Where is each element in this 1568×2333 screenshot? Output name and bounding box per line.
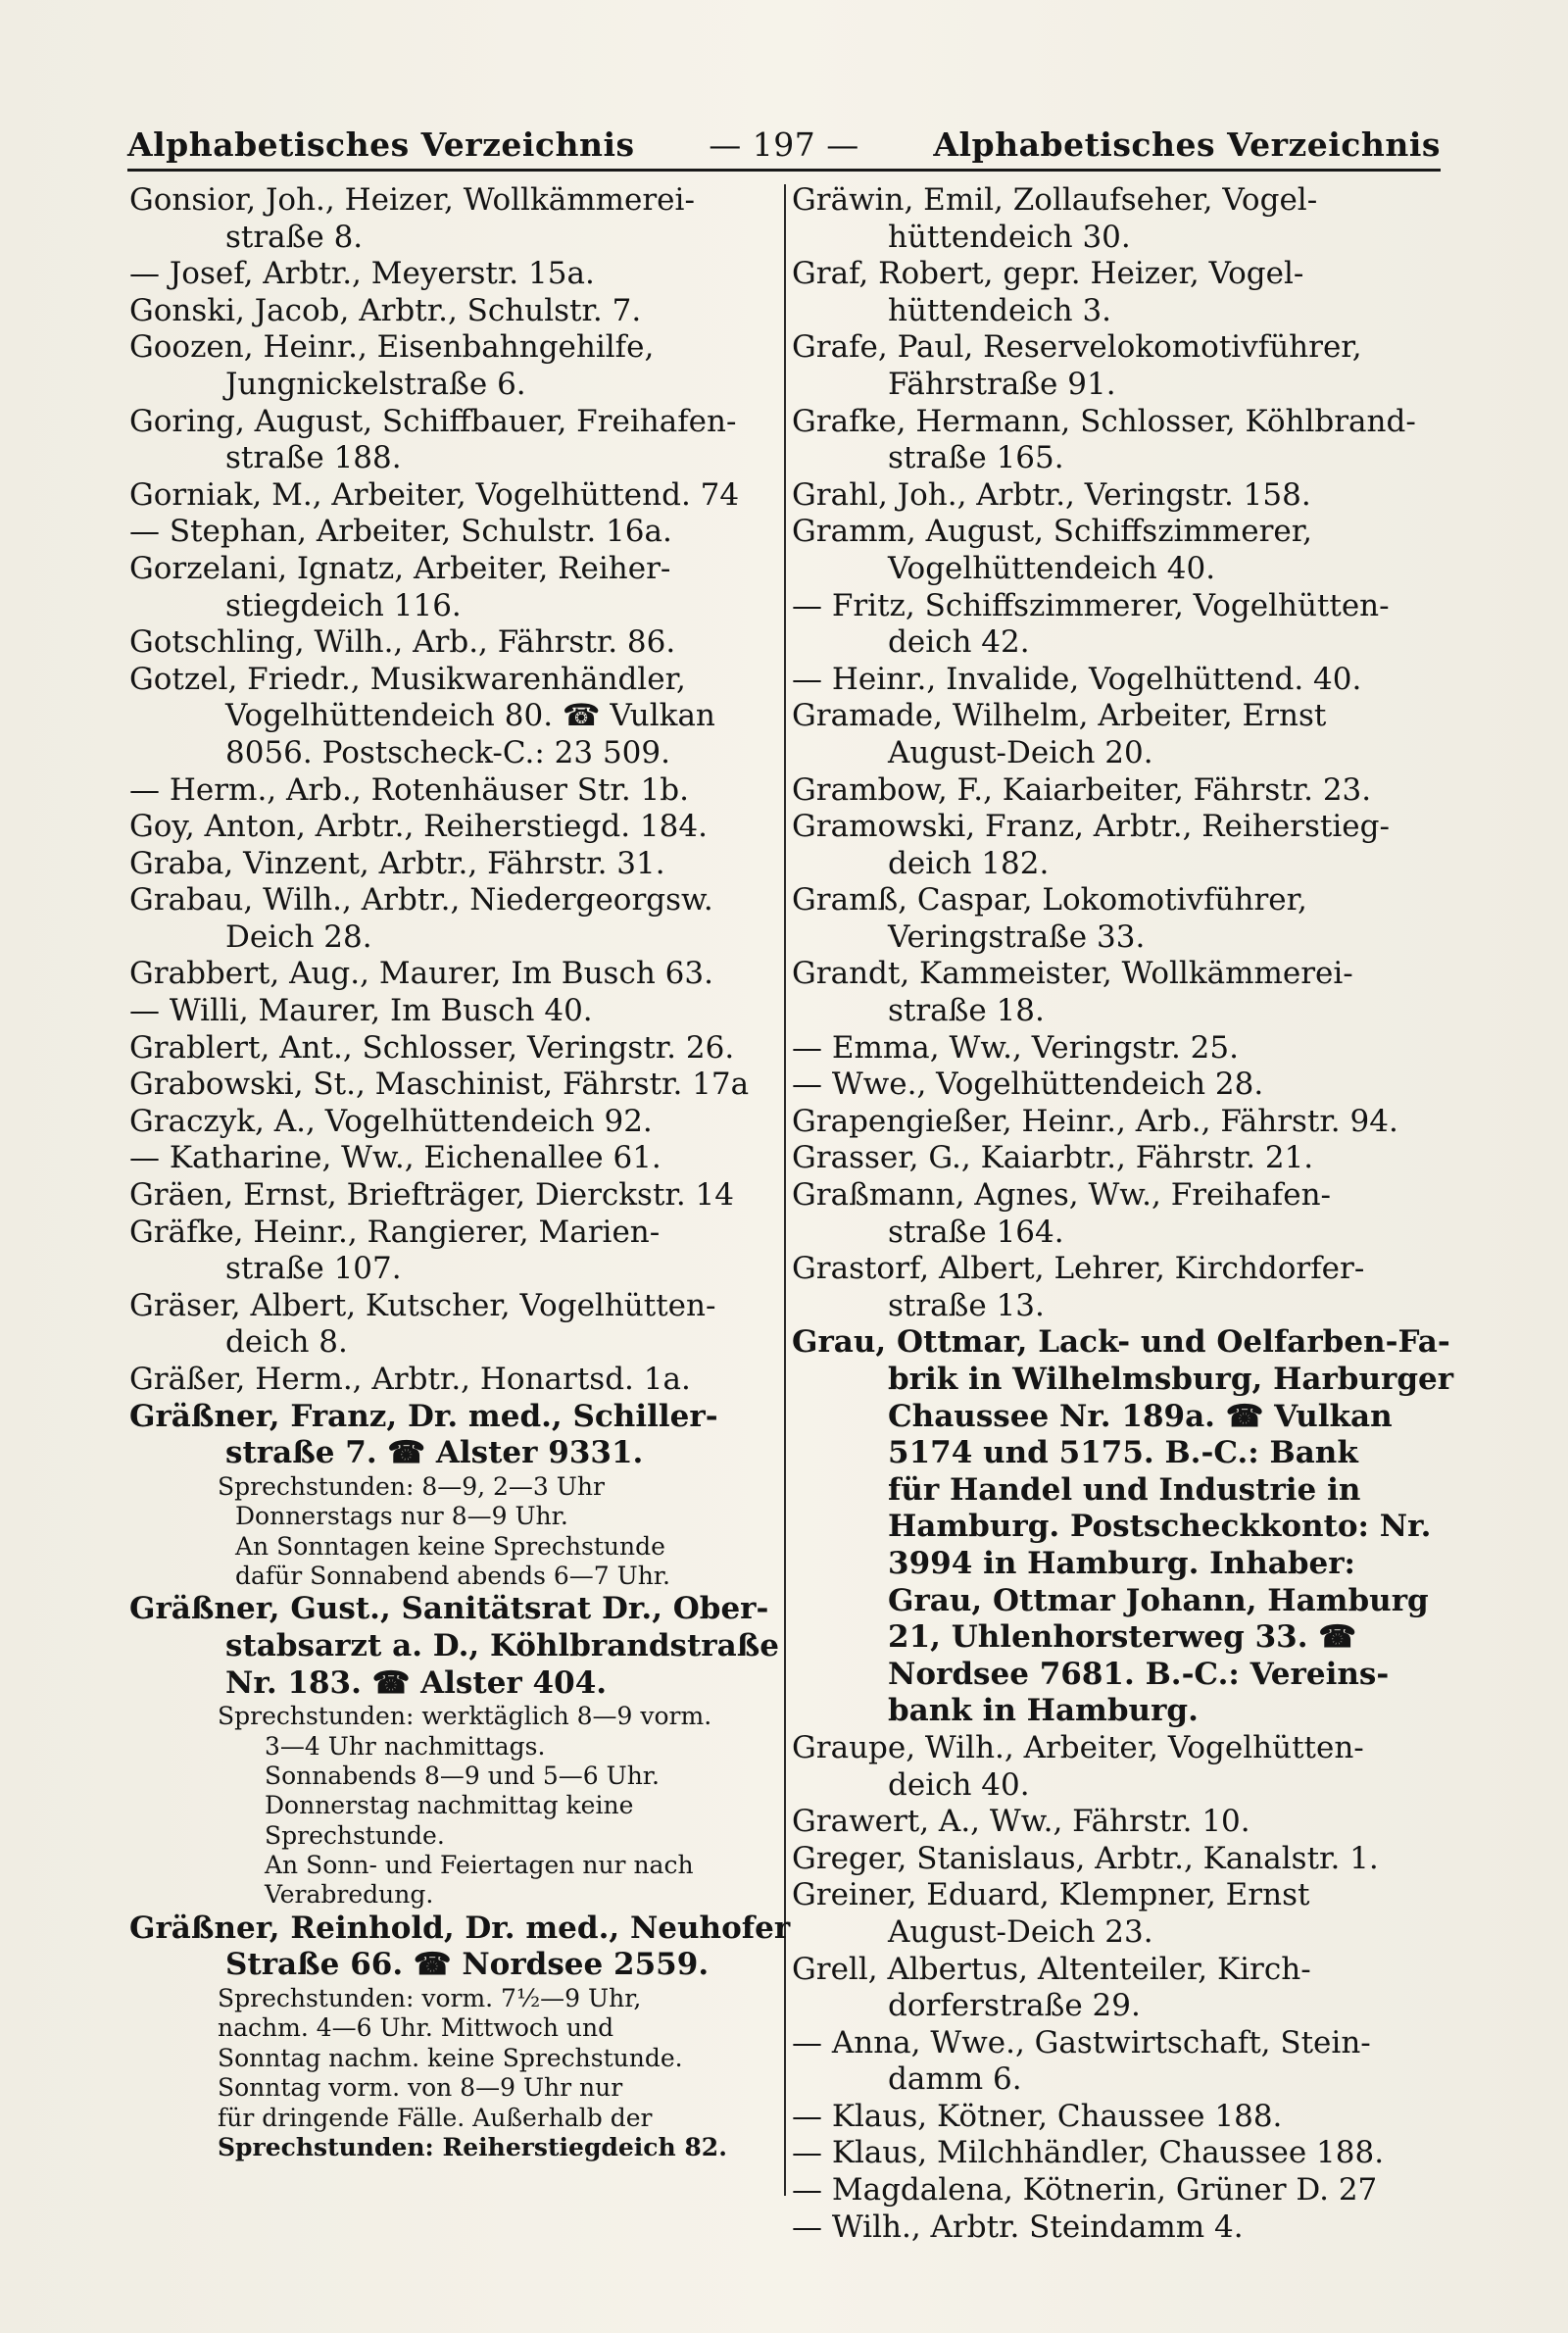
- office-hours-note: [129, 1472, 757, 1592]
- entry-line: Grafe, Paul, Reservelokomotivführer,: [792, 329, 1362, 366]
- entry-line: Gramowski, Franz, Arbtr., Reiherstieg-: [792, 809, 1390, 845]
- note-line: Sonnabends 8—9 und 5—6 Uhr.: [265, 1761, 660, 1790]
- directory-entry: [129, 956, 757, 993]
- directory-entry: [129, 1140, 757, 1177]
- directory-entry: [792, 809, 1419, 882]
- directory-entry: [792, 1730, 1419, 1804]
- entry-line: Graba, Vinzent, Arbtr., Fährstr. 31.: [129, 845, 665, 881]
- office-hours-note: [129, 1984, 757, 2162]
- note-line: Verabredung.: [265, 1880, 434, 1910]
- entry-line: — Fritz, Schiffszimmerer, Vogelhütten-: [792, 587, 1390, 623]
- entry-continuation: Grau, Ottmar Johann, Hamburg: [888, 1582, 1429, 1618]
- entry-continuation: Straße 66. ☎ Nordsee 2559.: [225, 1947, 710, 1983]
- header-rule: [127, 169, 1441, 172]
- directory-entry: [792, 1804, 1419, 1841]
- directory-entry: [792, 514, 1419, 587]
- left-column: [129, 182, 791, 2162]
- directory-entry: [792, 1030, 1419, 1067]
- note-line: Donnerstags nur 8—9 Uhr.: [235, 1502, 568, 1531]
- entry-line: Grabau, Wilh., Arbtr., Niedergeorgsw.: [129, 882, 713, 918]
- note-line: Sprechstunden: werktäglich 8—9 vorm.: [218, 1702, 712, 1731]
- directory-entry: [129, 293, 757, 330]
- header-right-title: Alphabetisches Verzeichnis: [933, 125, 1441, 164]
- directory-entry: [792, 2099, 1419, 2136]
- entry-line: Gramade, Wilhelm, Arbeiter, Ernst: [792, 698, 1327, 734]
- entry-continuation: straße 188.: [225, 440, 402, 476]
- directory-entry: [792, 329, 1419, 403]
- directory-entry: [129, 882, 757, 956]
- entry-line: Grafke, Hermann, Schlosser, Köhlbrand-: [792, 403, 1416, 439]
- entry-continuation: Deich 28.: [225, 918, 372, 955]
- note-line: An Sonn- und Feiertagen nur nach: [265, 1851, 694, 1880]
- entry-line: Greiner, Eduard, Klempner, Ernst: [792, 1877, 1310, 1913]
- note-line: dafür Sonnabend abends 6—7 Uhr.: [235, 1561, 670, 1590]
- directory-entry: [129, 1399, 757, 1472]
- note-line: Sprechstunde.: [265, 1820, 445, 1850]
- entry-continuation: Chaussee Nr. 189a. ☎ Vulkan: [888, 1398, 1393, 1434]
- directory-entry: [792, 1251, 1419, 1324]
- entry-continuation: straße 165.: [888, 440, 1064, 476]
- entry-line: — Anna, Wwe., Gastwirtschaft, Stein-: [792, 2024, 1371, 2060]
- entry-line: Grastorf, Albert, Lehrer, Kirchdorfer-: [792, 1251, 1365, 1287]
- entry-line: Gonsior, Joh., Heizer, Wollkämmerei-: [129, 182, 695, 218]
- directory-entry: [792, 1140, 1419, 1177]
- entry-line: — Klaus, Kötner, Chaussee 188.: [792, 2098, 1283, 2134]
- directory-entry: [129, 256, 757, 293]
- entry-continuation: deich 8.: [225, 1324, 348, 1361]
- directory-entry: [792, 1877, 1419, 1951]
- entry-line: Greger, Stanislaus, Arbtr., Kanalstr. 1.: [792, 1840, 1379, 1876]
- entry-line: Gräßner, Reinhold, Dr. med., Neuhofer: [129, 1910, 791, 1946]
- directory-entry: [792, 2209, 1419, 2247]
- directory-entry: [129, 1030, 757, 1067]
- entry-line: — Heinr., Invalide, Vogelhüttend. 40.: [792, 661, 1362, 697]
- directory-entry: [129, 1104, 757, 1141]
- directory-entry: [129, 551, 757, 624]
- directory-entry: [129, 404, 757, 477]
- entry-line: — Wwe., Vogelhüttendeich 28.: [792, 1067, 1264, 1103]
- entry-continuation: 21, Uhlenhorsterweg 33. ☎: [888, 1619, 1356, 1656]
- note-line: Sonntag vorm. von 8—9 Uhr nur: [218, 2073, 623, 2103]
- directory-entry: [129, 514, 757, 551]
- entry-continuation: Nr. 183. ☎ Alster 404.: [225, 1664, 608, 1701]
- entry-line: Grabowski, St., Maschinist, Fährstr. 17a: [129, 1067, 750, 1103]
- directory-entry: [792, 956, 1419, 1029]
- entry-continuation: 3994 in Hamburg. Inhaber:: [888, 1545, 1356, 1581]
- directory-entry: [129, 993, 757, 1030]
- entry-line: — Emma, Ww., Veringstr. 25.: [792, 1029, 1239, 1066]
- entry-line: Graupe, Wilh., Arbeiter, Vogelhütten-: [792, 1729, 1364, 1765]
- entry-line: — Katharine, Ww., Eichenallee 61.: [129, 1140, 662, 1176]
- entry-line: Goy, Anton, Arbtr., Reiherstiegd. 184.: [129, 809, 708, 845]
- directory-entry: [792, 1324, 1454, 1730]
- directory-entry: [129, 1288, 757, 1362]
- entry-continuation: dorferstraße 29.: [888, 1988, 1141, 2024]
- directory-entry: [792, 698, 1419, 771]
- entry-line: Gräser, Albert, Kutscher, Vogelhütten-: [129, 1287, 716, 1323]
- entry-line: — Herm., Arb., Rotenhäuser Str. 1b.: [129, 771, 689, 808]
- directory-entry: [792, 404, 1419, 477]
- directory-entry: [792, 588, 1419, 662]
- entry-line: Gräßer, Herm., Arbtr., Honartsd. 1a.: [129, 1362, 691, 1397]
- entry-line: — Josef, Arbtr., Meyerstr. 15a.: [129, 256, 595, 292]
- entry-line: Grambow, F., Kaiarbeiter, Fährstr. 23.: [792, 771, 1372, 808]
- entry-continuation: 8056. Postscheck-C.: 23 509.: [225, 734, 670, 770]
- note-line: Sonntag nachm. keine Sprechstunde.: [218, 2043, 683, 2072]
- entry-continuation: Vogelhüttendeich 40.: [888, 550, 1216, 586]
- directory-entry: [792, 1067, 1419, 1104]
- directory-entry: [129, 662, 757, 772]
- entry-line: Grablert, Ant., Schlosser, Veringstr. 26.: [129, 1029, 735, 1066]
- entry-line: Grabbert, Aug., Maurer, Im Busch 63.: [129, 956, 713, 992]
- directory-entry: [129, 809, 757, 846]
- entry-continuation: August-Deich 20.: [888, 734, 1153, 770]
- note-line: für dringende Fälle. Außerhalb der: [218, 2103, 653, 2132]
- entry-continuation: Fährstraße 91.: [888, 366, 1116, 402]
- entry-line: Gotschling, Wilh., Arb., Fährstr. 86.: [129, 624, 676, 661]
- directory-entry: [792, 772, 1419, 810]
- entry-line: Grau, Ottmar, Lack- und Oelfarben-Fa-: [792, 1324, 1450, 1361]
- entry-line: — Stephan, Arbeiter, Schulstr. 16a.: [129, 514, 672, 550]
- entry-continuation: straße 107.: [225, 1251, 402, 1287]
- directory-entry: [792, 2172, 1419, 2209]
- entry-continuation: für Handel und Industrie in: [888, 1471, 1361, 1508]
- entry-continuation: bank in Hamburg.: [888, 1693, 1199, 1729]
- entry-continuation: straße 13.: [888, 1287, 1045, 1323]
- entry-line: Gräen, Ernst, Briefträger, Dierckstr. 14: [129, 1177, 734, 1214]
- entry-continuation: straße 164.: [888, 1214, 1064, 1250]
- note-line: nachm. 4—6 Uhr. Mittwoch und: [218, 2013, 614, 2043]
- directory-entry: [792, 256, 1419, 329]
- entry-continuation: Veringstraße 33.: [888, 918, 1146, 955]
- entry-continuation: deich 40.: [888, 1766, 1030, 1803]
- directory-entry: [129, 1362, 757, 1399]
- running-header: [127, 125, 1441, 169]
- entry-line: Goozen, Heinr., Eisenbahngehilfe,: [129, 329, 655, 366]
- entry-line: Graßmann, Agnes, Ww., Freihafen-: [792, 1177, 1332, 1214]
- entry-line: Gramm, August, Schiffszimmerer,: [792, 514, 1313, 550]
- directory-entry: [129, 477, 757, 515]
- note-line: Donnerstag nachmittag keine: [265, 1791, 634, 1820]
- header-left-title: Alphabetisches Verzeichnis: [127, 125, 635, 164]
- entry-line: Goring, August, Schiffbauer, Freihafen-: [129, 403, 737, 439]
- entry-continuation: Hamburg. Postscheckkonto: Nr.: [888, 1509, 1432, 1545]
- directory-entry: [129, 329, 757, 403]
- entry-continuation: straße 7. ☎ Alster 9331.: [225, 1435, 644, 1471]
- note-line: Sprechstunden: Reiherstiegdeich 82.: [218, 2133, 727, 2161]
- entry-continuation: stiegdeich 116.: [225, 587, 462, 623]
- entry-line: Grawert, A., Ww., Fährstr. 10.: [792, 1804, 1250, 1840]
- directory-entry: [792, 182, 1419, 256]
- directory-entry: [129, 1177, 757, 1215]
- entry-line: Grandt, Kammeister, Wollkämmerei-: [792, 956, 1353, 992]
- directory-entry: [129, 1067, 757, 1104]
- directory-entry: [792, 1841, 1419, 1878]
- note-line: An Sonntagen keine Sprechstunde: [235, 1531, 665, 1561]
- page-number: — 197 —: [709, 125, 859, 164]
- entry-line: Gotzel, Friedr., Musikwarenhändler,: [129, 661, 686, 697]
- directory-entry: [792, 882, 1419, 956]
- entry-continuation: Jungnickelstraße 6.: [225, 366, 526, 402]
- entry-line: Grapengießer, Heinr., Arb., Fährstr. 94.: [792, 1103, 1398, 1139]
- entry-line: — Klaus, Milchhändler, Chaussee 188.: [792, 2135, 1385, 2171]
- entry-line: Graf, Robert, gepr. Heizer, Vogel-: [792, 256, 1304, 292]
- entry-line: Graczyk, A., Vogelhüttendeich 92.: [129, 1103, 653, 1139]
- directory-entry: [792, 477, 1419, 515]
- entry-continuation: straße 18.: [888, 993, 1045, 1029]
- directory-entry: [792, 2135, 1419, 2172]
- directory-entry: [792, 1104, 1419, 1141]
- note-line: 3—4 Uhr nachmittags.: [265, 1731, 546, 1761]
- entry-continuation: August-Deich 23.: [888, 1913, 1153, 1950]
- right-column: [792, 182, 1454, 2246]
- directory-entry: [129, 772, 757, 810]
- entry-continuation: Nordsee 7681. B.-C.: Vereins-: [888, 1656, 1390, 1692]
- entry-continuation: deich 42.: [888, 624, 1030, 661]
- directory-entry: [129, 624, 757, 662]
- entry-continuation: brik in Wilhelmsburg, Harburger: [888, 1362, 1454, 1397]
- entry-continuation: hüttendeich 3.: [888, 292, 1112, 328]
- entry-line: Gonski, Jacob, Arbtr., Schulstr. 7.: [129, 292, 642, 328]
- directory-entry: [792, 1177, 1419, 1251]
- entry-line: Gramß, Caspar, Lokomotivführer,: [792, 882, 1307, 918]
- entry-line: — Wilh., Arbtr. Steindamm 4.: [792, 2209, 1244, 2245]
- note-line: Sprechstunden: vorm. 7½—9 Uhr,: [218, 1984, 642, 2013]
- entry-continuation: stabsarzt a. D., Köhlbrandstraße: [225, 1627, 779, 1663]
- entry-continuation: hüttendeich 30.: [888, 219, 1131, 255]
- directory-entry: [792, 1952, 1419, 2025]
- entry-line: Grasser, G., Kaiarbtr., Fährstr. 21.: [792, 1140, 1314, 1176]
- office-hours-note: [129, 1702, 757, 1911]
- column-divider: [784, 184, 786, 2196]
- entry-line: — Magdalena, Kötnerin, Grüner D. 27: [792, 2172, 1378, 2209]
- entry-continuation: 5174 und 5175. B.-C.: Bank: [888, 1435, 1358, 1471]
- note-line: Sprechstunden: 8—9, 2—3 Uhr: [218, 1471, 605, 1501]
- entry-line: Gorzelani, Ignatz, Arbeiter, Reiher-: [129, 550, 671, 586]
- entry-line: Gorniak, M., Arbeiter, Vogelhüttend. 74: [129, 476, 740, 513]
- directory-entry: [129, 1215, 757, 1288]
- entry-line: Gräwin, Emil, Zollaufseher, Vogel-: [792, 182, 1318, 218]
- entry-line: Gräfke, Heinr., Rangierer, Marien-: [129, 1214, 661, 1250]
- directory-entry: [129, 846, 757, 883]
- entry-continuation: Vogelhüttendeich 80. ☎ Vulkan: [225, 698, 715, 734]
- entry-continuation: damm 6.: [888, 2061, 1022, 2098]
- directory-entry: [129, 1910, 791, 1984]
- entry-line: Grahl, Joh., Arbtr., Veringstr. 158.: [792, 476, 1311, 513]
- entry-line: Grell, Albertus, Altenteiler, Kirch-: [792, 1951, 1311, 1987]
- entry-line: — Willi, Maurer, Im Busch 40.: [129, 993, 593, 1029]
- directory-entry: [792, 662, 1419, 699]
- directory-entry: [129, 1591, 779, 1702]
- directory-entry: [792, 2025, 1419, 2099]
- entry-continuation: deich 182.: [888, 845, 1050, 881]
- entry-line: Gräßner, Gust., Sanitätsrat Dr., Ober-: [129, 1591, 769, 1627]
- entry-line: Gräßner, Franz, Dr. med., Schiller-: [129, 1398, 718, 1434]
- directory-entry: [129, 182, 757, 256]
- entry-continuation: straße 8.: [225, 219, 364, 255]
